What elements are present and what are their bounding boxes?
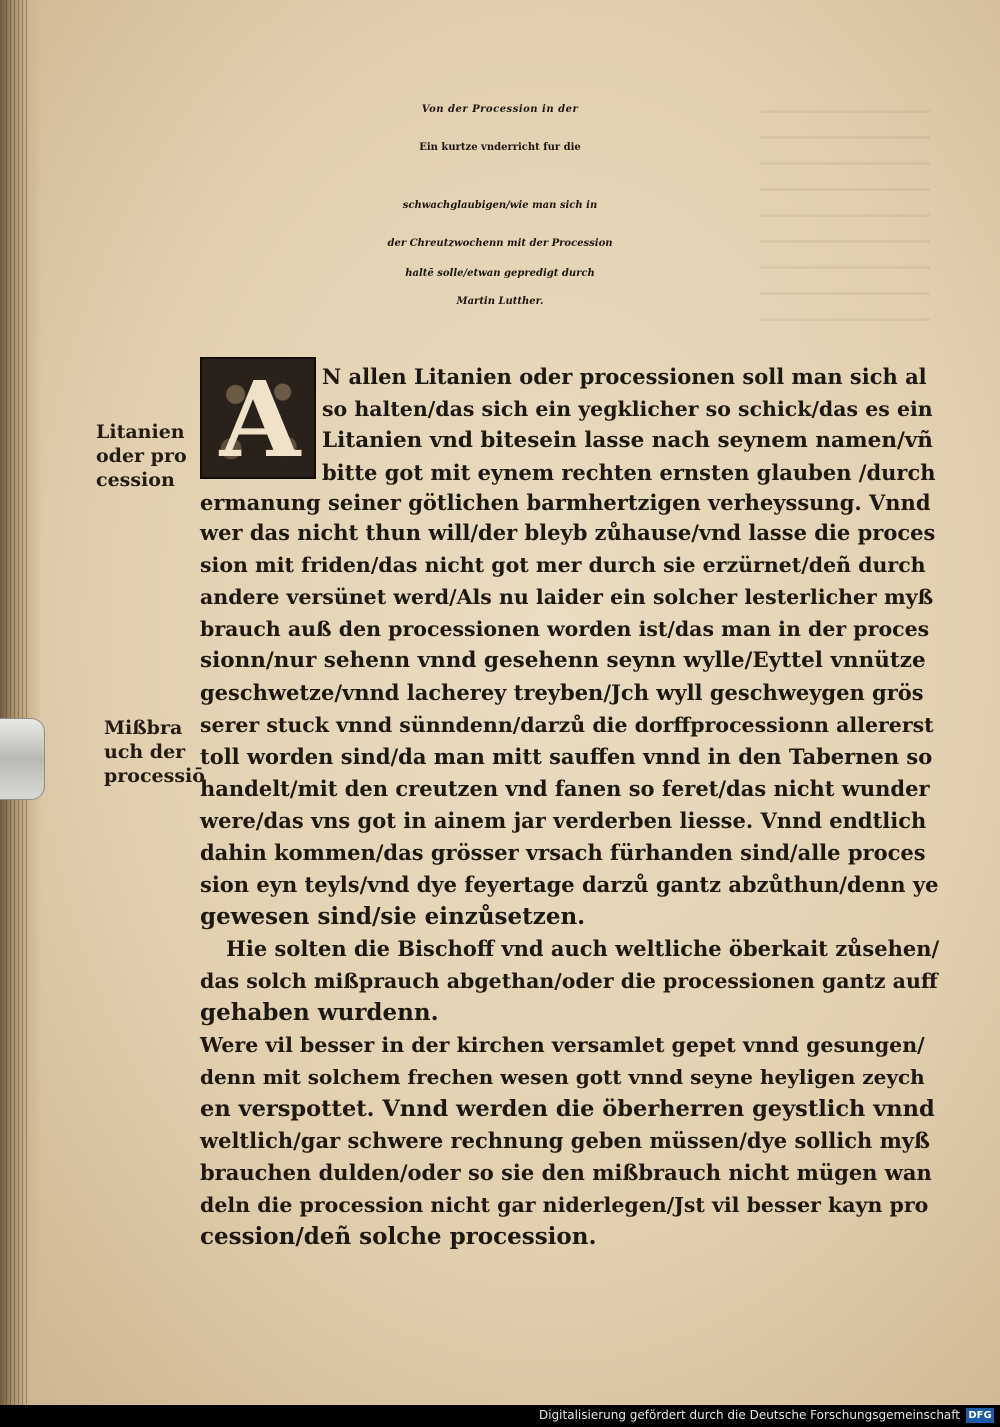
body-line: toll worden sind/da man mitt sauffen vnnd in den Tabernen so bbox=[200, 744, 933, 769]
body-line: denn mit solchem frechen wesen gott vnnd seyne heyligen zeych bbox=[200, 1065, 925, 1089]
initial-letter: A bbox=[219, 358, 301, 481]
marginal-note: Litanien bbox=[96, 421, 185, 443]
body-line: brauch auß den processionen worden ist/das man in der proces bbox=[200, 617, 930, 641]
body-line: Litanien vnd bitesein lasse nach seynem namen/vñ bbox=[322, 428, 933, 453]
body-line: wer das nicht thun will/der bleyb zůhause/vnd lasse die proces bbox=[200, 520, 936, 545]
marginal-note: oder pro bbox=[96, 445, 187, 467]
body-line: bitte got mit eynem rechten ernsten glauben /durch bbox=[322, 460, 936, 485]
body-line: sion eyn teyls/vnd dye feyertage darzů gantz abzůthun/denn ye bbox=[200, 872, 939, 897]
body-line: so halten/das sich ein yegklicher so schick/das es ein bbox=[322, 397, 933, 421]
body-line: sion mit friden/das nicht got mer durch sie erzürnet/deñ durch bbox=[200, 553, 926, 577]
body-line: serer stuck vnnd sünndenn/darzů die dorffprocessionn allererst bbox=[200, 713, 934, 737]
body-line: deln die procession nicht gar niderlegen/Jst vil besser kayn pro bbox=[200, 1193, 929, 1217]
body-line: gehaben wurdenn. bbox=[200, 999, 439, 1026]
body-line: N allen Litanien oder processionen soll man sich al bbox=[322, 364, 927, 389]
body-line: Hie solten die Bischoff vnd auch weltliche öberkait zůsehen/ bbox=[226, 936, 940, 961]
body-line: sionn/nur sehenn vnnd gesehenn seynn wylle/Eyttel vnnütze bbox=[200, 648, 926, 673]
dfg-logo-icon: DFG bbox=[966, 1408, 994, 1423]
title-line-3: schwachglaubigen/wie man sich in bbox=[402, 200, 598, 211]
body-line: handelt/mit den creutzen vnd fanen so feret/das nicht wunder bbox=[200, 776, 930, 801]
digitization-footer bbox=[0, 1405, 1000, 1427]
body-line: ermanung seiner götlichen barmhertzigen verheyssung. Vnnd bbox=[200, 490, 931, 515]
title-line-4: der Chreutzwochenn mit der Procession bbox=[387, 238, 613, 249]
marginal-note: uch der bbox=[104, 741, 186, 763]
body-line: geschwetze/vnnd lacherey treyben/Jch wyll geschweygen grös bbox=[200, 680, 924, 705]
marginal-note: cession bbox=[96, 469, 175, 491]
page-clip bbox=[0, 718, 45, 800]
body-line: were/das vns got in ainem jar verderben liesse. Vnnd endtlich bbox=[200, 808, 927, 833]
title-line-6: Martin Lutther. bbox=[456, 296, 544, 307]
title-line-5: haltē solle/etwan gepredigt durch bbox=[405, 268, 595, 279]
body-line: das solch mißprauch abgethan/oder die processionen gantz auff bbox=[200, 969, 938, 993]
body-line: gewesen sind/sie einzůsetzen. bbox=[200, 903, 586, 930]
body-line: andere versünet werd/Als nu laider ein solcher lesterlicher myß bbox=[200, 585, 934, 609]
body-line: en verspottet. Vnnd werden die öberherren geystlich vnnd bbox=[200, 1096, 935, 1122]
title-line-2: Ein kurtze vnderricht fur die bbox=[419, 142, 581, 153]
body-line: weltlich/gar schwere rechnung geben müssen/dye sollich myß bbox=[200, 1128, 930, 1153]
body-line: dahin kommen/das grösser vrsach fürhanden sind/alle proces bbox=[200, 840, 926, 865]
marginal-note: processiō bbox=[104, 765, 205, 787]
marginal-note: Mißbra bbox=[104, 717, 183, 739]
body-line: brauchen dulden/oder so sie den mißbrauch nicht mügen wan bbox=[200, 1160, 932, 1185]
body-line: Were vil besser in der kirchen versamlet gepet vnnd gesungen/ bbox=[200, 1033, 925, 1057]
decorated-initial bbox=[200, 357, 316, 479]
body-line: cession/deñ solche procession. bbox=[200, 1223, 597, 1250]
title-line-1: Von der Procession in der bbox=[421, 104, 579, 115]
footer-credit: Digitalisierung gefördert durch die Deutsche Forschungsgemeinschaft bbox=[538, 1408, 960, 1422]
